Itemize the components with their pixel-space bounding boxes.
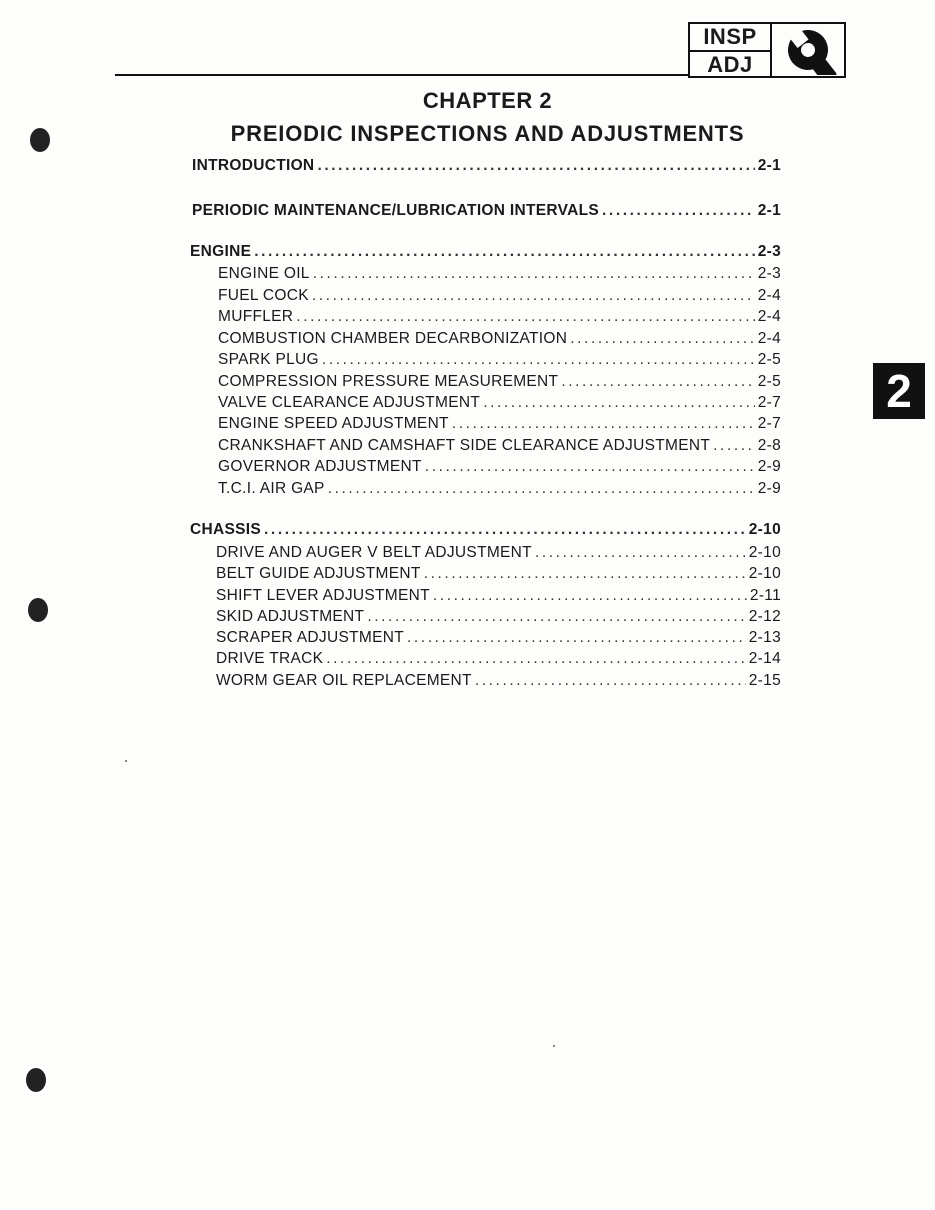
toc-entry-title: T.C.I. AIR GAP xyxy=(218,480,325,497)
toc-entry xyxy=(218,437,781,455)
toc-entry-page: 2-1 xyxy=(757,157,781,174)
toc-entry xyxy=(216,650,781,668)
toc-section-heading xyxy=(192,157,781,175)
toc-section-heading xyxy=(190,521,781,539)
toc-entry xyxy=(218,287,781,305)
dot-leader xyxy=(313,265,755,283)
toc-entry-title: ENGINE xyxy=(190,243,252,260)
dot-leader xyxy=(452,415,755,433)
toc-entry xyxy=(218,394,781,412)
toc-entry-page: 2-12 xyxy=(748,608,781,625)
toc-entry-title: BELT GUIDE ADJUSTMENT xyxy=(216,565,421,582)
toc-entry-title: PERIODIC MAINTENANCE/LUBRICATION INTERVALS xyxy=(192,202,599,219)
chapter-subtitle: PREIODIC INSPECTIONS AND ADJUSTMENTS xyxy=(230,121,745,146)
section-tab-insp: INSP xyxy=(690,24,770,52)
toc-entry xyxy=(218,458,781,476)
toc-entry-page: 2-9 xyxy=(757,480,781,497)
toc-entry xyxy=(218,265,781,283)
toc-entry-title: WORM GEAR OIL REPLACEMENT xyxy=(216,672,472,689)
section-tab-adj: ADJ xyxy=(707,52,753,77)
toc-entry-page: 2-10 xyxy=(748,544,781,561)
toc-entry-title: SPARK PLUG xyxy=(218,351,319,368)
dot-leader xyxy=(328,480,755,498)
dot-leader xyxy=(367,608,745,626)
dot-leader xyxy=(475,672,746,690)
toc-entry xyxy=(218,373,781,391)
toc-entry xyxy=(218,330,781,348)
dot-leader xyxy=(433,587,747,605)
toc-entry-title: DRIVE TRACK xyxy=(216,650,324,667)
toc-entry-page: 2-9 xyxy=(757,458,781,475)
toc-entry-title: VALVE CLEARANCE ADJUSTMENT xyxy=(218,394,481,411)
dot-leader xyxy=(296,308,754,326)
toc-entry-page: 2-13 xyxy=(748,629,781,646)
dot-leader xyxy=(407,629,746,647)
dot-leader xyxy=(713,437,755,455)
toc-entry-title: SHIFT LEVER ADJUSTMENT xyxy=(216,587,430,604)
toc-entry-title: SCRAPER ADJUSTMENT xyxy=(216,629,404,646)
toc-entry-page: 2-3 xyxy=(757,243,781,260)
toc-entry-title: ENGINE SPEED ADJUSTMENT xyxy=(218,415,449,432)
toc-entry xyxy=(218,351,781,369)
toc-entry-title: CRANKSHAFT AND CAMSHAFT SIDE CLEARANCE ADJUSTMENT xyxy=(218,437,711,454)
dot-leader xyxy=(602,202,755,220)
toc-entry-page: 2-5 xyxy=(757,373,781,390)
toc-entry-title: COMPRESSION PRESSURE MEASUREMENT xyxy=(218,373,559,390)
toc-entry-title: MUFFLER xyxy=(218,308,294,325)
toc-entry xyxy=(216,672,781,690)
toc-entry-title: FUEL COCK xyxy=(218,287,309,304)
toc-entry-title: DRIVE AND AUGER V BELT ADJUSTMENT xyxy=(216,544,532,561)
toc-entry-page: 2-5 xyxy=(757,351,781,368)
toc-entry-page: 2-10 xyxy=(748,565,781,582)
toc-entry xyxy=(216,608,781,626)
toc-entry-page: 2-10 xyxy=(748,521,781,538)
toc-entry-title: SKID ADJUSTMENT xyxy=(216,608,365,625)
toc-entry xyxy=(216,544,781,562)
dot-leader xyxy=(254,243,754,261)
toc-entry-page: 2-4 xyxy=(757,330,781,347)
toc-entry xyxy=(216,629,781,647)
dot-leader xyxy=(264,521,746,539)
toc-entry xyxy=(218,308,781,326)
toc-entry-page: 2-1 xyxy=(757,202,781,219)
toc-section-heading xyxy=(192,202,781,220)
toc-entry-title: INTRODUCTION xyxy=(192,157,315,174)
dot-leader xyxy=(425,458,755,476)
toc-entry xyxy=(218,480,781,498)
toc-entry-page: 2-15 xyxy=(748,672,781,689)
chapter-title: CHAPTER 2 xyxy=(422,88,553,113)
toc-entry-page: 2-11 xyxy=(749,587,781,604)
dot-leader xyxy=(317,157,754,175)
toc-entry-page: 2-7 xyxy=(757,394,781,411)
toc-entry xyxy=(216,565,781,583)
toc-section-heading xyxy=(190,243,781,261)
toc-entry-title: ENGINE OIL xyxy=(218,265,310,282)
dot-leader xyxy=(326,650,746,668)
dot-leader xyxy=(322,351,755,369)
dot-leader xyxy=(312,287,755,305)
dot-leader xyxy=(483,394,755,412)
toc-entry-page: 2-7 xyxy=(757,415,781,432)
toc-entry-title: GOVERNOR ADJUSTMENT xyxy=(218,458,422,475)
toc-entry-page: 2-8 xyxy=(757,437,781,454)
toc-entry-page: 2-4 xyxy=(757,308,781,325)
chapter-marker: 2 xyxy=(873,363,925,419)
dot-leader xyxy=(424,565,746,583)
toc-entry-title: CHASSIS xyxy=(190,521,262,538)
toc-entry xyxy=(216,587,781,605)
toc-entry-page: 2-14 xyxy=(748,650,781,667)
dot-leader xyxy=(535,544,746,562)
toc-entry xyxy=(218,415,781,433)
toc-entry-title: COMBUSTION CHAMBER DECARBONIZATION xyxy=(218,330,568,347)
toc-entry-page: 2-4 xyxy=(757,287,781,304)
dot-leader xyxy=(570,330,754,348)
toc-entry-page: 2-3 xyxy=(757,265,781,282)
dot-leader xyxy=(561,373,754,391)
